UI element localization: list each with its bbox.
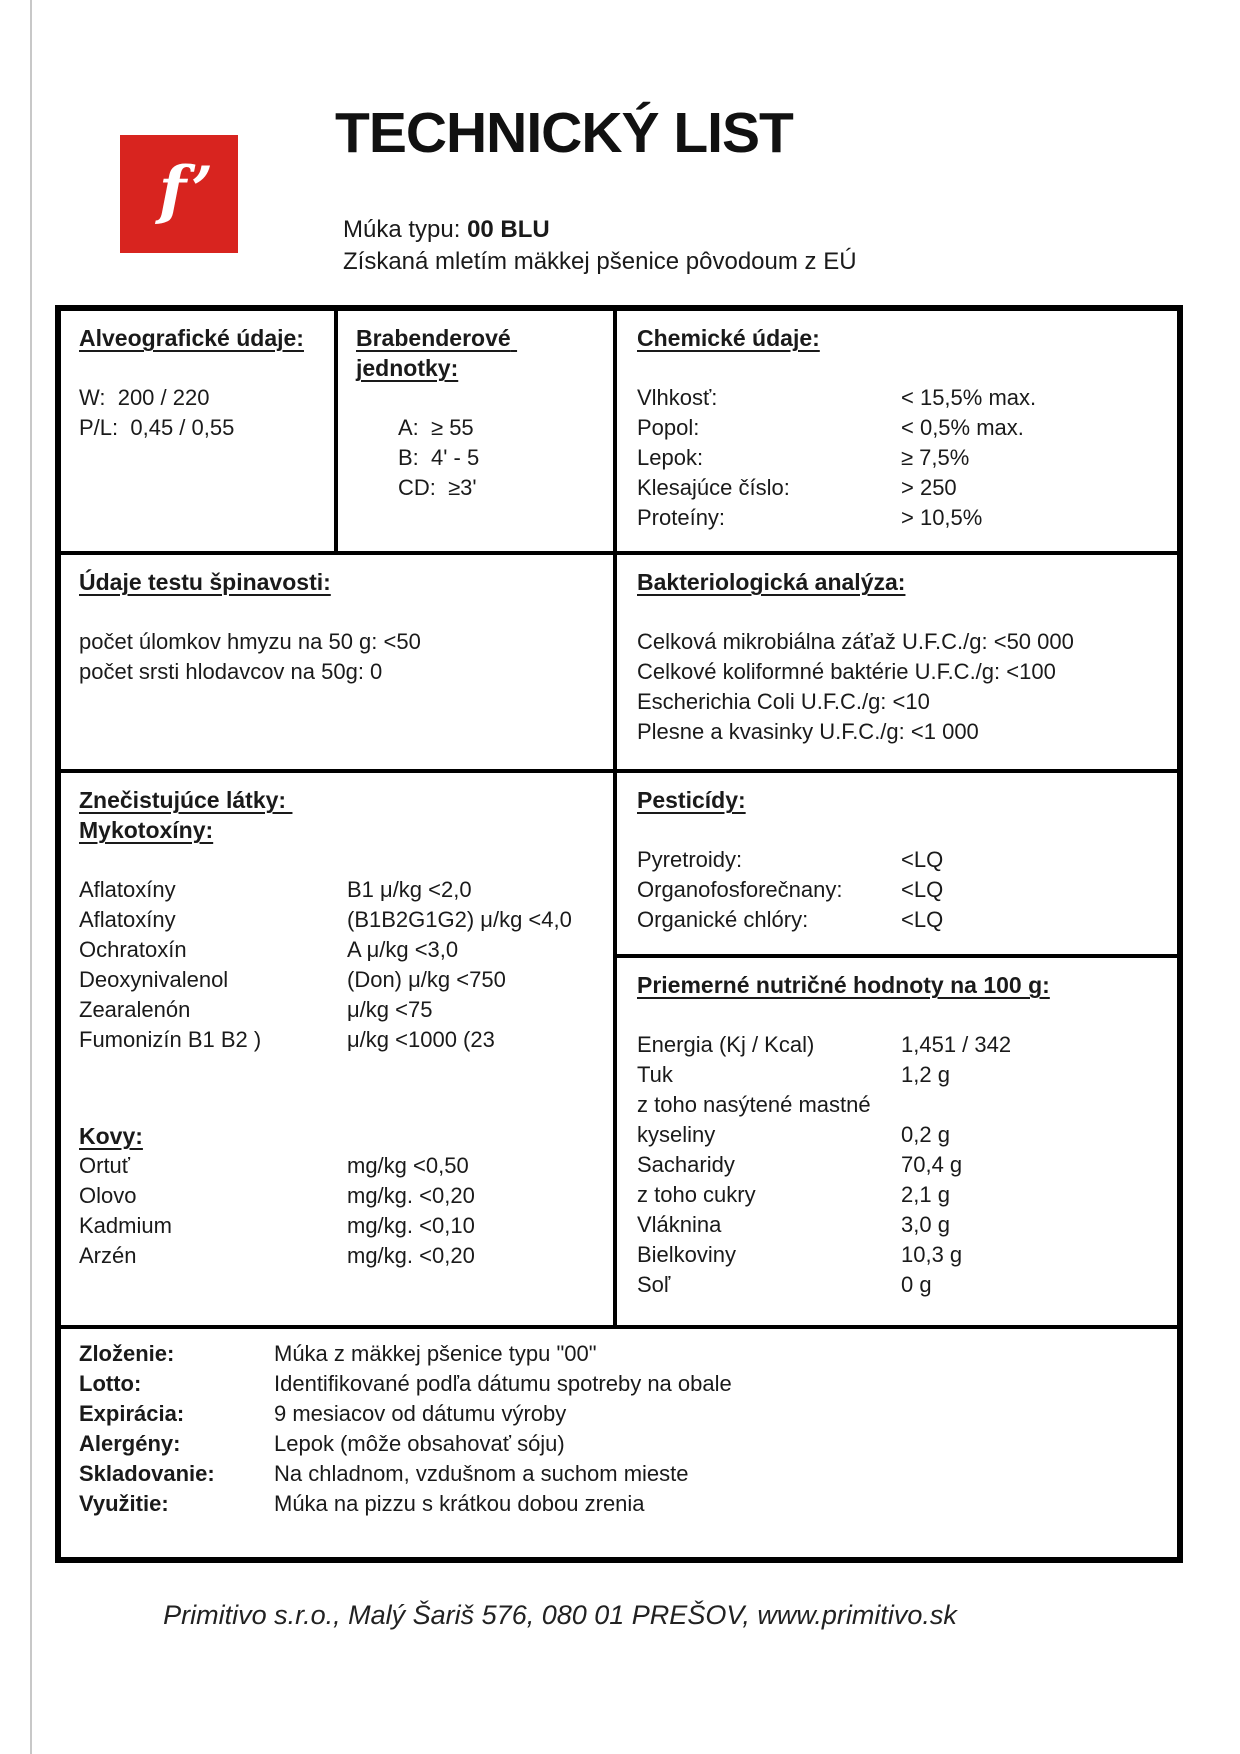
nutrition-rows	[637, 1030, 1163, 1300]
dirt-test-line: počet srsti hlodavcov na 50g: 0	[79, 659, 383, 684]
section-brabender	[338, 311, 617, 551]
product-info-row: Lotto: Identifikované podľa dátumu spotreby na obale	[79, 1371, 732, 1396]
product-info-row: Expirácia: 9 mesiacov od dátumu výroby	[79, 1401, 567, 1426]
nutrition-row: Soľ 0 g	[637, 1272, 932, 1297]
metal-row: Ortuť mg/kg <0,50	[79, 1153, 469, 1178]
nutrition-row: Sacharidy 70,4 g	[637, 1152, 963, 1177]
brabender-line: A: ≥ 55	[398, 415, 474, 440]
product-info-row: Využitie: Múka na pizzu s krátkou dobou zrenia	[79, 1491, 645, 1516]
pesticide-row: Pyretroidy: <LQ	[637, 847, 944, 872]
section-alveograph	[61, 311, 338, 551]
section-alveograph-title: Alveografické údaje:	[79, 325, 304, 351]
section-bacteriology	[617, 555, 1177, 769]
page-title: TECHNICKÝ LIST	[335, 101, 793, 165]
section-dirt-test-title: Údaje testu špinavosti:	[79, 569, 331, 595]
metal-row: Olovo mg/kg. <0,20	[79, 1183, 475, 1208]
mycotoxin-row: Fumonizín B1 B2 ) μ/kg <1000 (23	[79, 1027, 495, 1052]
chemical-row: Popol: < 0,5% max.	[637, 415, 1024, 440]
flour-type-value: 00 BLU	[467, 216, 550, 243]
section-pesticides-title: Pesticídy:	[637, 787, 746, 813]
nutrition-row: z toho nasýtené mastné	[637, 1092, 871, 1117]
table-row-3	[61, 773, 1177, 1329]
section-bacteriology-title: Bakteriologická analýza:	[637, 569, 906, 595]
section-mycotoxins-title: Mykotoxíny:	[79, 817, 214, 843]
product-info-row: Skladovanie: Na chladnom, vzdušnom a suchom mieste	[79, 1461, 689, 1486]
section-contaminants-title: Znečistujúce látky:	[79, 787, 293, 813]
section-product-info	[61, 1329, 1177, 1557]
section-brabender-title: Brabenderové jednotky:	[356, 325, 518, 381]
product-info-row: Alergény: Lepok (môže obsahovať sóju)	[79, 1431, 565, 1456]
mycotoxin-row: Deoxynivalenol (Don) μ/kg <750	[79, 967, 506, 992]
section-chemical-title: Chemické údaje:	[637, 325, 820, 351]
section-nutrition	[617, 958, 1177, 1325]
alveograph-line: W: 200 / 220	[79, 385, 210, 410]
spec-table	[55, 305, 1183, 1563]
nutrition-row: kyseliny 0,2 g	[637, 1122, 950, 1147]
section-pesticides	[617, 773, 1177, 958]
metal-rows	[79, 1151, 599, 1271]
section-metals-title: Kovy:	[79, 1123, 143, 1149]
mycotoxin-row: Aflatoxíny B1 μ/kg <2,0	[79, 877, 472, 902]
metal-row: Kadmium mg/kg. <0,10	[79, 1213, 475, 1238]
section-chemical	[617, 311, 1177, 551]
chemical-row: Proteíny: > 10,5%	[637, 505, 983, 530]
dirt-test-lines	[79, 627, 599, 687]
table-row-4	[61, 1329, 1177, 1557]
chemical-row: Lepok: ≥ 7,5%	[637, 445, 970, 470]
pesticide-row: Organické chlóry: <LQ	[637, 907, 944, 932]
chemical-rows	[637, 383, 1163, 533]
bacteriology-line: Plesne a kvasinky U.F.C./g: <1 000	[637, 719, 979, 744]
flour-type-line	[343, 215, 550, 245]
alveograph-lines	[79, 383, 320, 443]
nutrition-row: z toho cukry 2,1 g	[637, 1182, 950, 1207]
mycotoxin-rows	[79, 875, 599, 1055]
brabender-line: CD: ≥3'	[398, 475, 477, 500]
flour-origin-line: Získaná mletím mäkkej pšenice pôvodoum z EÚ	[343, 248, 857, 275]
brabender-line: B: 4' - 5	[398, 445, 480, 470]
dirt-test-line: počet úlomkov hmyzu na 50 g: <50	[79, 629, 421, 654]
brand-logo	[120, 135, 238, 253]
bacteriology-lines	[637, 627, 1163, 747]
logo-f-icon: f’	[158, 153, 214, 228]
company-footer: Primitivo s.r.o., Malý Šariš 576, 080 01 PREŠOV, www.primitivo.sk	[163, 1600, 957, 1630]
section-contaminants	[61, 773, 617, 1325]
page-edge-line	[30, 0, 32, 1754]
table-row-1	[61, 311, 1177, 555]
bacteriology-line: Celková mikrobiálna záťaž U.F.C./g: <50 000	[637, 629, 1074, 654]
row3-right-stack	[617, 773, 1177, 1325]
mycotoxin-row: Aflatoxíny (B1B2G1G2) μ/kg <4,0	[79, 907, 572, 932]
nutrition-row: Energia (Kj / Kcal) 1,451 / 342	[637, 1032, 1012, 1057]
chemical-row: Vlhkosť: < 15,5% max.	[637, 385, 1037, 410]
bacteriology-line: Escherichia Coli U.F.C./g: <10	[637, 689, 930, 714]
pesticide-row: Organofosforečnany: <LQ	[637, 877, 944, 902]
brabender-lines	[356, 413, 599, 503]
product-info-rows	[79, 1339, 1163, 1519]
table-row-2	[61, 555, 1177, 773]
product-info-row: Zloženie: Múka z mäkkej pšenice typu "00"	[79, 1341, 597, 1366]
pesticide-rows	[637, 845, 1163, 935]
nutrition-row: Vláknina 3,0 g	[637, 1212, 950, 1237]
bacteriology-line: Celkové koliformné baktérie U.F.C./g: <100	[637, 659, 1056, 684]
nutrition-row: Tuk 1,2 g	[637, 1062, 950, 1087]
metal-row: Arzén mg/kg. <0,20	[79, 1243, 475, 1268]
mycotoxin-row: Ochratoxín A μ/kg <3,0	[79, 937, 459, 962]
flour-type-label: Múka typu:	[343, 216, 468, 243]
nutrition-row: Bielkoviny 10,3 g	[637, 1242, 963, 1267]
alveograph-line: P/L: 0,45 / 0,55	[79, 415, 235, 440]
chemical-row: Klesajúce číslo: > 250	[637, 475, 957, 500]
mycotoxin-row: Zearalenón μ/kg <75	[79, 997, 433, 1022]
section-nutrition-title: Priemerné nutričné hodnoty na 100 g:	[637, 972, 1050, 998]
section-dirt-test	[61, 555, 617, 769]
